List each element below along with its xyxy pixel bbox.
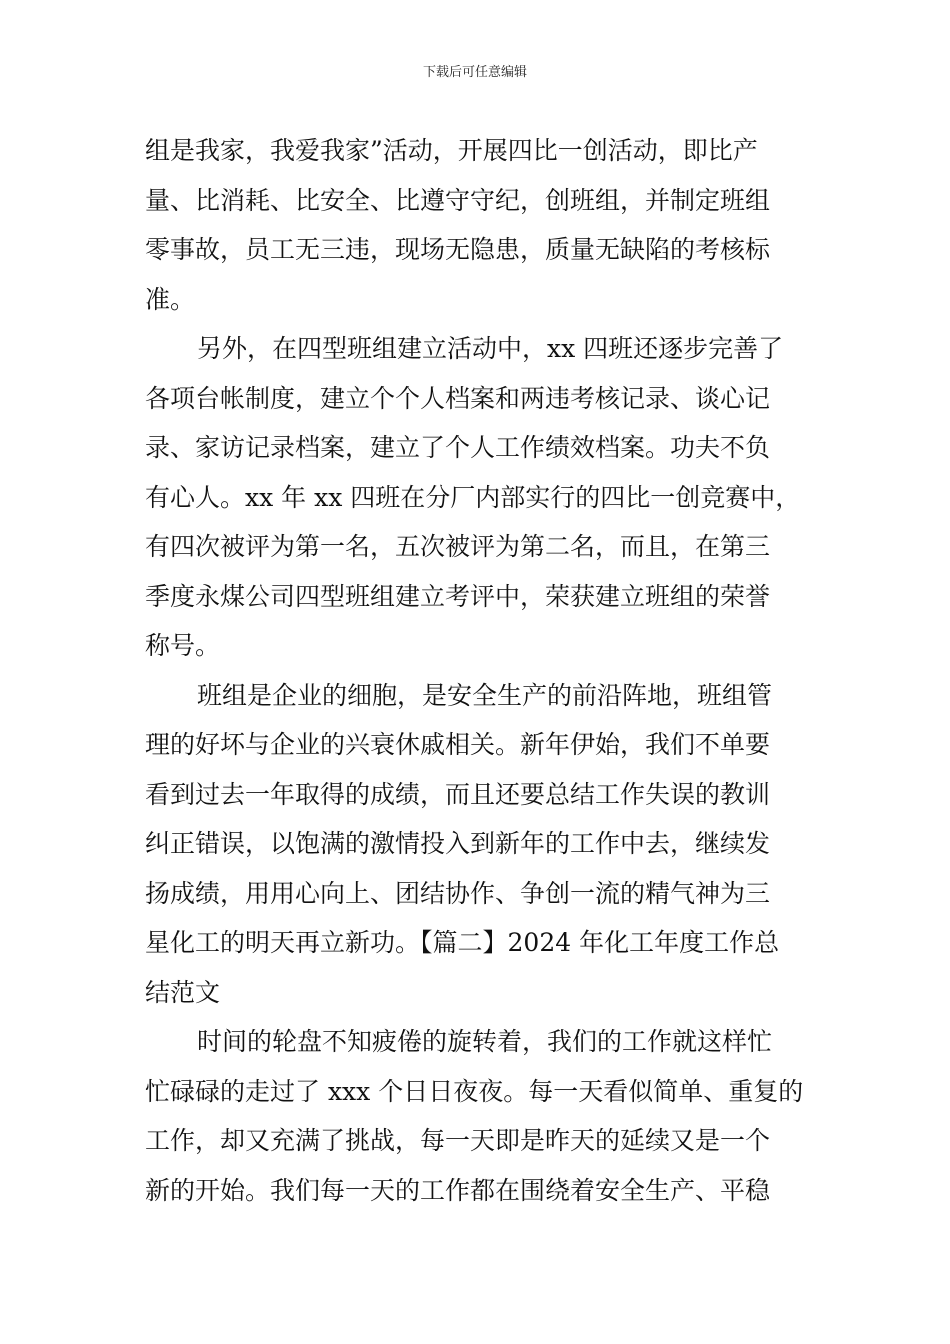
- text-line: 准。: [145, 284, 196, 314]
- text-line: 星化工的明天再立新功。【篇二】2024 年化工年度工作总: [145, 928, 780, 957]
- text-line: 各项台帐制度，建立个个人档案和两违考核记录、谈心记: [145, 383, 771, 413]
- text-line: 有四次被评为第一名，五次被评为第二名，而且，在第三: [145, 532, 771, 561]
- text-line: 新的开始。我们每一天的工作都在围绕着安全生产、平稳: [145, 1175, 771, 1205]
- text-line: 组是我家，我爱我家”活动，开展四比一创活动，即比产: [145, 136, 758, 165]
- paragraph-start-line: 班组是企业的细胞，是安全生产的前沿阵地，班组管: [197, 680, 773, 710]
- text-line: 工作，却又充满了挑战，每一天即是昨天的延续又是一个: [145, 1126, 771, 1155]
- document-body: [145, 126, 810, 1215]
- paragraph-start-line: 另外，在四型班组建立活动中，xx 四班还逐步完善了: [197, 334, 784, 363]
- text-line: 零事故，员工无三违，现场无隐患，质量无缺陷的考核标: [145, 235, 771, 264]
- text-line: 季度永煤公司四型班组建立考评中，荣获建立班组的荣誉: [145, 581, 771, 611]
- page-header: 下载后可任意编辑: [422, 65, 527, 80]
- text-line: 忙碌碌的走过了 xxx 个日日夜夜。每一天看似简单、重复的: [145, 1076, 804, 1106]
- text-line: 结范文: [145, 977, 221, 1007]
- text-line: 理的好坏与企业的兴衰休戚相关。新年伊始，我们不单要: [145, 730, 771, 759]
- text-line: 纠正错误，以饱满的激情投入到新年的工作中去，继续发: [145, 829, 771, 858]
- text-line: 有心人。xx 年 xx 四班在分厂内部实行的四比一创竞赛中，: [145, 482, 801, 512]
- text-line: 称号。: [145, 631, 221, 660]
- paragraph-start-line: 时间的轮盘不知疲倦的旋转着，我们的工作就这样忙: [197, 1027, 773, 1056]
- text-line: 录、家访记录档案，建立了个人工作绩效档案。功夫不负: [145, 433, 771, 462]
- text-line: 量、比消耗、比安全、比遵守守纪，创班组，并制定班组: [145, 185, 771, 215]
- text-line: 看到过去一年取得的成绩，而且还要总结工作失误的教训: [145, 779, 771, 809]
- text-line: 扬成绩，用用心向上、团结协作、争创一流的精气神为三: [145, 878, 771, 908]
